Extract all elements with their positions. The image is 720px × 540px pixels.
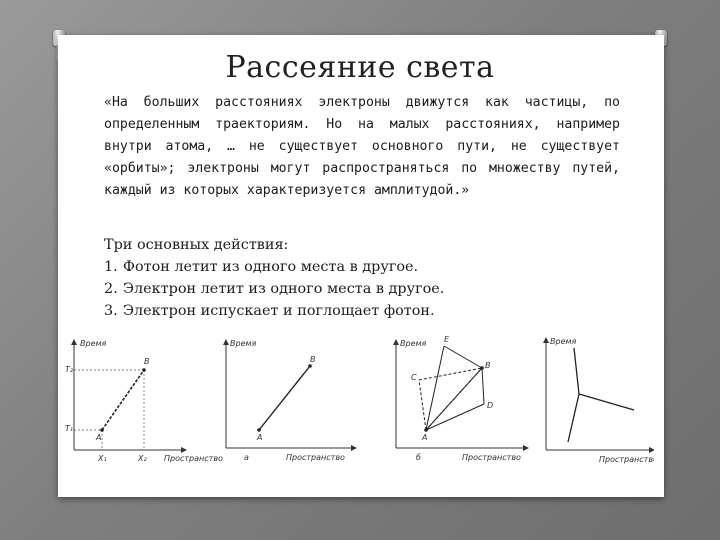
action-number: 1. xyxy=(104,259,118,275)
actions-heading: Три основных действия: xyxy=(104,237,289,253)
feynman-diagrams xyxy=(64,328,654,468)
action-number: 3. xyxy=(104,303,118,319)
d3-space-label: Пространство xyxy=(462,453,521,462)
action-text: Фотон летит из одного места в другое. xyxy=(123,259,419,275)
d1-point-b: B xyxy=(144,357,150,366)
diagram-4 xyxy=(546,337,654,464)
d3-point-a: A xyxy=(422,433,428,442)
d1-space-label: Пространство xyxy=(164,454,223,463)
slide-title: Рассеяние света xyxy=(225,50,495,85)
action-text: Электрон летит из одного места в другое. xyxy=(123,281,445,297)
d3-point-e: E xyxy=(444,335,450,344)
d1-t2-label: T₂ xyxy=(65,365,74,374)
d1-t1-label: T₁ xyxy=(65,424,74,433)
action-text: Электрон испускает и поглощает фотон. xyxy=(123,303,435,319)
d1-x2-label: X₂ xyxy=(138,454,147,463)
diagram-3 xyxy=(396,335,526,462)
d1-x1-label: X₁ xyxy=(98,454,107,463)
diagram-2 xyxy=(226,339,354,462)
action-item-1 xyxy=(104,256,624,278)
d2-point-a: A xyxy=(257,433,263,442)
d4-time-label: Время xyxy=(550,337,577,346)
diagram-1 xyxy=(65,339,223,463)
actions-list xyxy=(104,234,624,322)
d3-point-b: B xyxy=(485,361,491,370)
d3-sub-label: б xyxy=(416,453,421,462)
action-number: 2. xyxy=(104,281,118,297)
d3-point-d: D xyxy=(487,401,494,410)
quote-paragraph: «На больших расстояниях электроны движутся как частицы, по определенным траекториям. Но на малых расстояниях, например внутри атома, … не существует основного пути, не существует «орбиты»; электроны могут распространяться по множеству путей, каждый из которых характеризуется амплитудой.» xyxy=(104,95,620,198)
d4-space-label: Пространство xyxy=(599,455,654,464)
action-item-2 xyxy=(104,278,624,300)
action-item-3 xyxy=(104,300,624,322)
d3-point-c: C xyxy=(411,373,417,382)
d2-space-label: Пространство xyxy=(286,453,345,462)
d1-point-a: A xyxy=(96,433,102,442)
d2-point-b: B xyxy=(310,355,316,364)
d2-sub-label: а xyxy=(244,453,249,462)
d3-time-label: Время xyxy=(400,339,427,348)
d2-time-label: Время xyxy=(230,339,257,348)
d1-time-label: Время xyxy=(80,339,107,348)
